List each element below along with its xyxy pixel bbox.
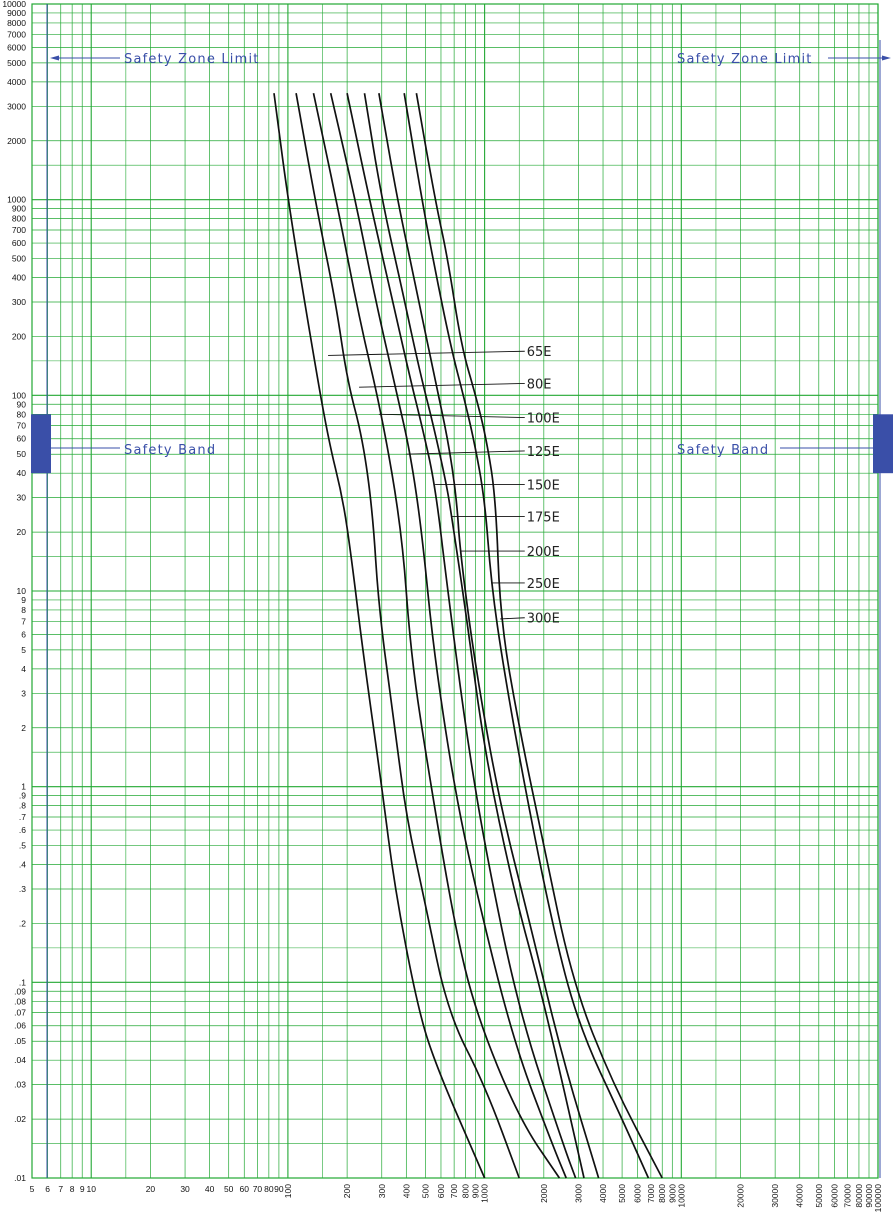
x-tick-label: 40 <box>204 1184 215 1194</box>
safety-band-right-text: Safety Band <box>677 443 770 458</box>
y-tick-label: .07 <box>14 1007 26 1018</box>
y-tick-label: .04 <box>14 1055 26 1066</box>
curve-label-175e: 175E <box>526 510 560 526</box>
x-tick-label: 20000 <box>735 1184 746 1208</box>
x-tick-label: 600 <box>435 1184 446 1199</box>
x-tick-label: 800 <box>460 1184 471 1199</box>
x-tick-label: 400 <box>401 1184 412 1199</box>
x-tick-label: 5 <box>29 1184 35 1194</box>
y-tick-label: 80 <box>16 409 26 420</box>
y-tick-label: .8 <box>18 800 26 811</box>
y-tick-label: .05 <box>14 1036 26 1047</box>
y-tick-label: 90 <box>16 399 26 410</box>
y-tick-label: 200 <box>11 331 26 342</box>
y-tick-label: 2 <box>21 722 26 733</box>
x-tick-label: 300 <box>376 1184 387 1199</box>
x-tick-label: 80000 <box>853 1184 864 1208</box>
x-tick-label: 7000 <box>645 1184 656 1203</box>
y-tick-label: 8000 <box>7 17 26 28</box>
x-tick-label: 90000 <box>863 1184 874 1208</box>
y-tick-label: 1000 <box>7 194 26 205</box>
x-tick-label: 10 <box>86 1184 96 1194</box>
y-tick-label: .9 <box>18 790 26 801</box>
y-tick-label: 1 <box>21 781 26 792</box>
x-tick-label: 4000 <box>598 1184 609 1203</box>
x-tick-label: 50000 <box>813 1184 824 1208</box>
y-tick-label: 10 <box>16 586 26 596</box>
curve-label-65e: 65E <box>526 345 552 361</box>
x-tick-label: 2000 <box>538 1184 549 1203</box>
y-tick-label: .02 <box>14 1114 26 1125</box>
y-tick-label: 3 <box>21 688 26 699</box>
y-tick-label: 2000 <box>7 135 26 146</box>
x-tick-label: 1000 <box>479 1184 490 1203</box>
x-tick-label: 10000 <box>676 1184 687 1208</box>
y-tick-label: 300 <box>11 296 26 307</box>
x-tick-label: 90 <box>274 1184 284 1194</box>
x-tick-label: 8000 <box>657 1184 668 1203</box>
y-tick-label: .06 <box>14 1020 26 1031</box>
x-tick-label: 900 <box>470 1184 481 1199</box>
x-tick-label: 100000 <box>873 1184 883 1213</box>
y-tick-label: 500 <box>11 253 26 264</box>
y-tick-label: 5000 <box>7 57 26 68</box>
y-tick-label: 9 <box>21 594 26 605</box>
y-tick-label: 5 <box>21 644 26 655</box>
x-tick-label: 9 <box>79 1184 85 1194</box>
y-tick-label: 7000 <box>7 29 26 40</box>
curve-label-125e: 125E <box>526 444 560 460</box>
y-tick-label: 900 <box>11 203 26 214</box>
x-tick-label: 9000 <box>667 1184 678 1203</box>
y-tick-label: .4 <box>18 859 26 870</box>
x-tick-label: 100 <box>282 1184 293 1199</box>
y-tick-label: 10000 <box>2 0 26 9</box>
safety-band-right-block <box>873 414 893 473</box>
x-tick-label: 6000 <box>632 1184 643 1203</box>
y-tick-label: 50 <box>16 449 26 460</box>
y-tick-label: 40 <box>16 468 26 479</box>
y-tick-label: 600 <box>11 238 26 249</box>
y-tick-label: .7 <box>18 811 26 822</box>
x-tick-label: 40000 <box>794 1184 805 1208</box>
y-tick-label: .2 <box>18 918 26 929</box>
x-tick-label: 60000 <box>829 1184 840 1208</box>
safety-zone-limit-right-text: Safety Zone Limit <box>677 52 813 67</box>
y-tick-label: 4000 <box>7 76 26 87</box>
x-tick-label: 30 <box>180 1184 190 1194</box>
curve-label-150e: 150E <box>526 478 560 494</box>
x-tick-label: 80 <box>264 1184 274 1194</box>
y-tick-label: 700 <box>11 224 26 235</box>
safety-zone-limit-left-text: Safety Zone Limit <box>124 52 260 67</box>
x-tick-label: 200 <box>342 1184 353 1199</box>
y-tick-label: 4 <box>21 663 26 674</box>
y-tick-label: 20 <box>16 527 26 538</box>
y-tick-label: .09 <box>14 986 26 997</box>
y-tick-label: .03 <box>14 1079 26 1090</box>
y-tick-label: 400 <box>11 272 26 283</box>
y-tick-label: .6 <box>18 825 26 836</box>
y-tick-label: .1 <box>18 977 26 988</box>
y-tick-label: 8 <box>21 604 26 615</box>
y-tick-label: 6 <box>21 629 26 640</box>
x-tick-label: 50 <box>223 1184 234 1194</box>
x-tick-label: 3000 <box>573 1184 584 1203</box>
x-tick-label: 20 <box>145 1184 156 1194</box>
y-tick-label: 100 <box>11 390 26 401</box>
x-tick-label: 8 <box>69 1184 75 1194</box>
y-tick-label: 6000 <box>7 42 26 53</box>
x-tick-label: 6 <box>45 1184 50 1194</box>
curve-label-300e: 300E <box>526 611 560 627</box>
x-tick-label: 500 <box>420 1184 431 1199</box>
x-tick-label: 70000 <box>842 1184 853 1208</box>
curve-label-200e: 200E <box>526 545 560 561</box>
y-tick-label: 70 <box>16 420 26 431</box>
y-tick-label: .08 <box>14 996 26 1007</box>
x-tick-label: 60 <box>239 1184 250 1194</box>
y-tick-label: 30 <box>16 492 26 503</box>
x-tick-label: 70 <box>252 1184 263 1194</box>
y-tick-label: 3000 <box>7 101 26 112</box>
x-tick-label: 700 <box>449 1184 460 1199</box>
y-tick-label: 9000 <box>7 7 26 18</box>
curve-label-100e: 100E <box>526 411 560 427</box>
safety-band-left-block <box>31 414 51 473</box>
curve-label-250e: 250E <box>526 576 560 592</box>
safety-band-left-text: Safety Band <box>124 443 217 458</box>
x-tick-label: 7 <box>58 1184 64 1194</box>
y-tick-label: .3 <box>18 883 26 894</box>
x-tick-label: 30000 <box>770 1184 781 1208</box>
curve-label-80e: 80E <box>526 377 552 393</box>
y-tick-label: 60 <box>16 433 26 444</box>
y-tick-label: .5 <box>18 840 26 851</box>
y-tick-label: 7 <box>21 616 26 627</box>
y-tick-label: 800 <box>11 213 26 224</box>
y-tick-label: .01 <box>14 1173 26 1183</box>
x-tick-label: 5000 <box>617 1184 628 1203</box>
